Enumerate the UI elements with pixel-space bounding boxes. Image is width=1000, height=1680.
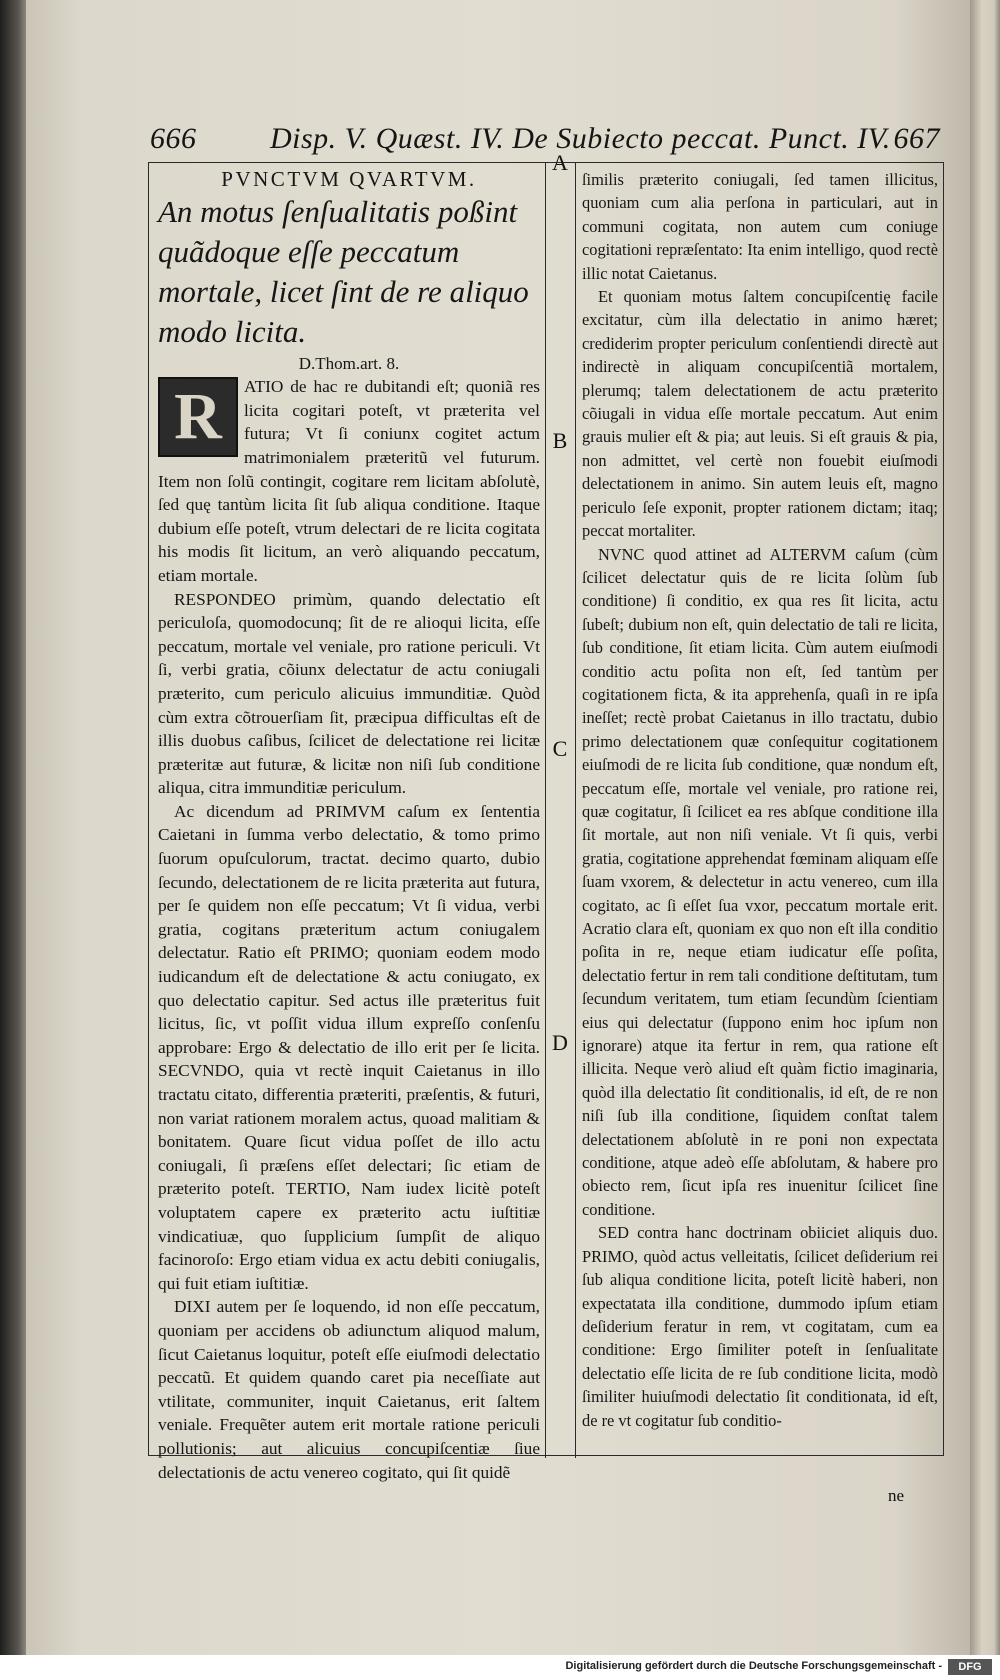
- margin-letter-a: A: [552, 150, 568, 175]
- book-gutter-shadow: [0, 0, 26, 1680]
- column-rule-right: [575, 162, 576, 1458]
- section-heading: PVNCTVM QVARTVM.: [221, 167, 477, 191]
- paragraph: Ac dicendum ad PRIMVM caſum ex ſententia Caietani in ſumma verbo delectatio, & tomo primo ſuorum opuſculorum, tractat. decimo quarto, dubio ſecundo, delectationem de re licita præterita aut futura, per ſe quidem non eſſe peccatum; Vt ſi vidua, verbi gratia, cogitans præteritum actum coniugalem delectatur. Ratio eſt PRIMO; quoniam eodem modo iudicandum eſt de delectatione & actu coniugato, ex quo delectatio capitur. Sed actus ille præteritus fuit licitus, ſic, vt poſſit vidua illum expreſſo conſenſu approbare: Ergo & delectatio de illo erit per ſe licita. SECVNDO, quia vt rectè inquit Caietanus in illo tractatu citato, differentia præteriti, præſentis, & futuri, non variat rationem moralem actus, quoad malitiam & bonitatem. Quare ſicut vidua poſſet de illo actu coniugali, ſi præſens eſſet delectari; ſic etiam de præterito poteſt. TERTIO, Nam iudex licitè poteſt voluptatem capere ex præterito actu iuſtitiæ vindicatiuæ, quo ſupplicium ſumpſit de aliquo facinoroſo: Ergo etiam vidua ex actu debiti coniugalis, qui fuit etiam iuſtitiæ.: [158, 801, 540, 1293]
- right-column: [582, 168, 938, 1432]
- paragraph: SED contra hanc doctrinam obiiciet aliquis duo. PRIMO, quòd actus velleitatis, ſcilicet deſiderium rei ſub aliqua conditione licita, poteſt licitè haberi, non expectatata illa conditione, dummodo ipſum etiam deſiderium feratur in rem, vt cogitatam, cum ea conditione: Ergo ſimiliter poteſt in ſenſualitate delectatio eſſe licita de re ſub conditione licita, modò ſimiliter huiuſmodi delectatio ſit conditionata, id eſt, de re vt cogitatur ſub conditio-: [582, 1223, 938, 1430]
- paragraph: Et quoniam motus ſaltem concupiſcentię facile excitatur, cùm illa delectatio in animo hæret; crediderim propter periculum conſentiendi directè aut indirectè in aliquam concupiſcentiã mortalem, plerumq; talem delectationem de actu præterito cõiugali in vidua eſſe mortale peccatum. Aut enim grauis mulier eſt & pia; aut leuis. Si eſt grauis & pia, non admittet, vel certè non fouebit eiuſmodi delectationem in animo. Sin autem leuis eſt, magno periculo ſeſe exponit, propter rationem dictam; itaq; peccat mortaliter.: [582, 287, 938, 541]
- page-edge: [970, 0, 1000, 1655]
- margin-letter-c: C: [552, 736, 568, 761]
- catchword: ne: [888, 1486, 905, 1505]
- margin-letter-d: D: [552, 1030, 568, 1055]
- decorated-initial: [158, 377, 238, 457]
- footer-bar: [0, 1655, 1000, 1680]
- paragraph: NVNC quod attinet ad ALTERVM caſum (cùm ſcilicet delectatur quis de re licita ſolùm ſub conditione) ſi conditio, ex qua res ſit licita, actu ſubeſt; dubium non eſt, quin delectatio de tali re licita, ſub conditione, ſit etiam licita. Cùm autem eiuſmodi conditio actu poſita non eſt, ſed tantùm per cogitationem ficta, & ita apprehenſa, quaſi in re ipſa ineſſet; rectè probat Caietanus in illo tractatu, dubio primo delectationem quæ conſequitur cogitationem eiuſmodi de re licita ſub conditione, quæ nondum eſt, peccatum eſſe, mortale vel veniale, pro ratione rei, quæ cogitatur, ſi ſcilicet ea res abſque conditione illa ſit mortale, aut non niſi veniale. Vt ſi quis, verbi gratia, cogitatione apprehendat fœminam aliquam eſſe ſuam vxorem, & delectetur in actu venereo, cum illa cogitato, ac ſi eſſet ſua vxor, peccatum mortale erit. Acratio clara eſt, quoniam ex quo non eſt illa conditio poſita in re, neque etiam iudicatur eſſe poſita, delectatio fertur in rem tali conditione deſtitutam, tum ſecundum veritatem, tum etiam ſecundùm ſcientiam eius qui delectatur (ſuppono enim hoc ipſum non ignorare) atque ita fertur in rem, qua ratione eſt illicita. Neque verò aliud eſt quàm fictio imaginaria, quòd illa delectatio ſit conditionalis, id eſt, de re non niſi ſub illa conditione, ſiquidem conſtat talem delectationem abſolutè in re poni non expectata conditione, atque adeò eſſe abſolutam, & habere pro obiecto rem, ſicut ipſa res inuenitur ſcilicet ſine conditione.: [582, 544, 938, 1219]
- reference-line: D.Thom.art. 8.: [298, 353, 400, 373]
- question-title: An motus ſenſualitatis poßint quãdoque eſſe peccatum mortale, licet ſint de re aliquo modo licita.: [158, 193, 529, 349]
- paragraph: ſimilis præterito coniugali, ſed tamen illicitus, quoniam cum alia perſona in particulari, aut in communi cogitata, non autem cum coniuge cogitationi repræſentato: Ita enim intelligo, quod rectè illic notat Caietanus.: [582, 170, 938, 283]
- initial-letter: R: [174, 380, 222, 454]
- running-header: [150, 122, 940, 166]
- column-rule-left: [545, 162, 546, 1458]
- paragraph: DIXI autem per ſe loquendo, id non eſſe peccatum, quoniam per accidens ob adiunctum aliquod malum, ſicut Caietanus loquitur, poteſt eſſe eiuſmodi delectatio peccatũ. Et quidem quando caret pia neceſſiate aut vtilitate, communiter, inquit Caietanus, erit ſaltem veniale. Frequẽter autem erit mortale ratione periculi pollutionis; aut alicuius concupiſcentiæ ſiue delectationis de actu venereo cogitato, qui ſit quidẽ: [158, 1297, 540, 1482]
- funding-credit: Digitalisierung gefördert durch die Deutsche Forschungsgemeinschaft -: [565, 1660, 942, 1672]
- left-column: [158, 168, 540, 1484]
- margin-letter-b: B: [552, 428, 568, 453]
- paragraph: ATIO de hac re dubitandi eſt; quoniã res licita cogitari poteſt, vt præterita vel futura; Vt ſi coniunx cogitet actum matrimonialem præteritũ vel futurum. Item non ſolũ contingit, cogitare rem licitam abſolutè, ſed quę tantùm licita ſit ſub aliqua conditione. Itaque dubium eſſe poteſt, vtrum delectari de re licita cogitata his modis ſit licitum, an verò aliquando peccatum, etiam mortale.: [158, 377, 540, 585]
- paragraph: RESPONDEO primùm, quando delectatio eſt periculoſa, quomodocunq; ſit de re alioqui licita, eſſe peccatum, mortale vel veniale, pro ratione periculi. Vt ſi, verbi gratia, cõiunx delectatur de actu coniugali præterito, cum periculo alicuius immunditiæ. Quòd cùm extra cõtrouerſiam ſit, præcipua difficultas eſt de illis duobus caſibus, ſcilicet de delectatione rei licitæ præteritæ aut futuræ, & licitæ non niſi ſub conditione aliqua, citra immunditiæ periculum.: [158, 589, 540, 798]
- page-number-right: 667: [893, 122, 940, 155]
- dfg-logo[interactable]: DFG: [948, 1659, 992, 1675]
- running-title: Disp. V. Quæst. IV. De Subiecto peccat. Punct. IV.: [270, 122, 891, 155]
- page-number-left: 666: [150, 122, 197, 155]
